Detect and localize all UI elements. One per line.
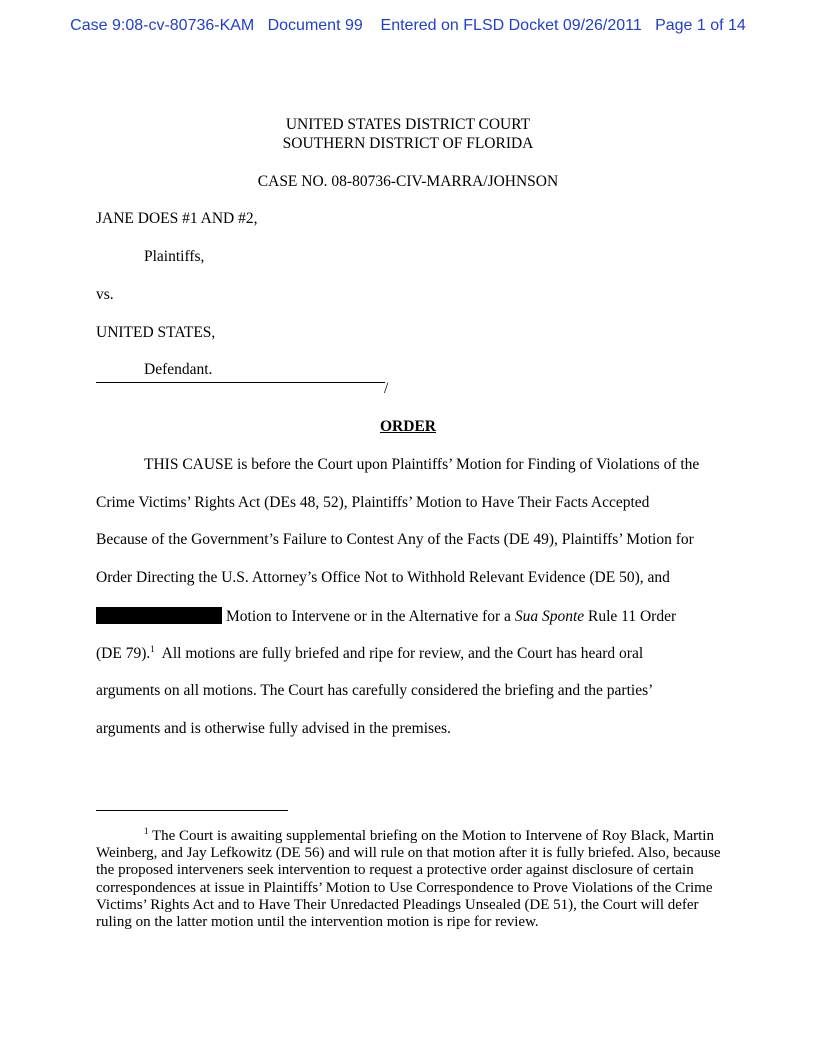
defendant-role: Defendant. <box>144 361 213 378</box>
order-title: ORDER <box>380 418 436 435</box>
footnote-separator <box>96 810 288 811</box>
body-line-6 <box>96 645 643 663</box>
body-line-3: Because of the Government’s Failure to Contest Any of the Facts (DE 49), Plaintiffs’ Motion for <box>96 531 694 548</box>
court-name-line2: SOUTHERN DISTRICT OF FLORIDA <box>282 135 534 152</box>
footnote-text: The Court is awaiting supplemental briefing on the Motion to Intervene of Roy Black, Martin Weinberg, and Jay Lefkowitz (DE 56) and will rule on that motion after it is fully briefed. Also, because the proposed interveners seek intervention to request a protective order against disclosure of certain correspondences at issue in Plaintiffs’ Motion to Use Correspondence to Prove Violations of the Crime Victims’ Rights Act and to Have Their Unredacted Pleadings Unsealed (DE 51), the Court will defer ruling on the latter motion until the intervention motion is ripe for review. <box>96 828 721 931</box>
body-line-6-start: (DE 79). <box>96 645 151 662</box>
plaintiffs-role: Plaintiffs, <box>144 248 205 265</box>
body-line-6-end: All motions are fully briefed and ripe for review, and the Court has heard oral <box>154 645 644 662</box>
caption-slash: / <box>384 380 389 397</box>
redaction-block <box>96 607 222 624</box>
body-line-5-italic: Sua Sponte <box>514 608 585 625</box>
body-line-4: Order Directing the U.S. Attorney’s Office Not to Withhold Relevant Evidence (DE 50), and <box>96 569 670 586</box>
court-name-line1: UNITED STATES DISTRICT COURT <box>285 116 531 133</box>
footnote-reference: 1 <box>150 644 155 654</box>
footnote <box>96 828 722 931</box>
caption-rule <box>96 382 385 383</box>
body-line-7: arguments on all motions. The Court has carefully considered the briefing and the parties’ <box>96 682 654 699</box>
body-line-1: THIS CAUSE is before the Court upon Plaintiffs’ Motion for Finding of Violations of the <box>144 456 700 473</box>
footnote-marker: 1 <box>144 826 149 836</box>
docket-header: Case 9:08-cv-80736-KAM Document 99 Entered on FLSD Docket 09/26/2011 Page 1 of 14 <box>70 17 746 34</box>
versus: vs. <box>96 286 114 303</box>
body-line-5-text-end: Rule 11 Order <box>584 608 677 625</box>
body-line-2: Crime Victims’ Rights Act (DEs 48, 52), Plaintiffs’ Motion to Have Their Facts Accepted <box>96 494 650 511</box>
defendant-name: UNITED STATES, <box>96 324 216 341</box>
plaintiffs-name: JANE DOES #1 AND #2, <box>96 210 258 227</box>
case-number: CASE NO. 08-80736-CIV-MARRA/JOHNSON <box>257 173 559 190</box>
body-line-5-text: Motion to Intervene or in the Alternative for a <box>226 608 515 625</box>
body-line-5 <box>96 607 676 626</box>
body-line-8: arguments and is otherwise fully advised in the premises. <box>96 720 451 737</box>
